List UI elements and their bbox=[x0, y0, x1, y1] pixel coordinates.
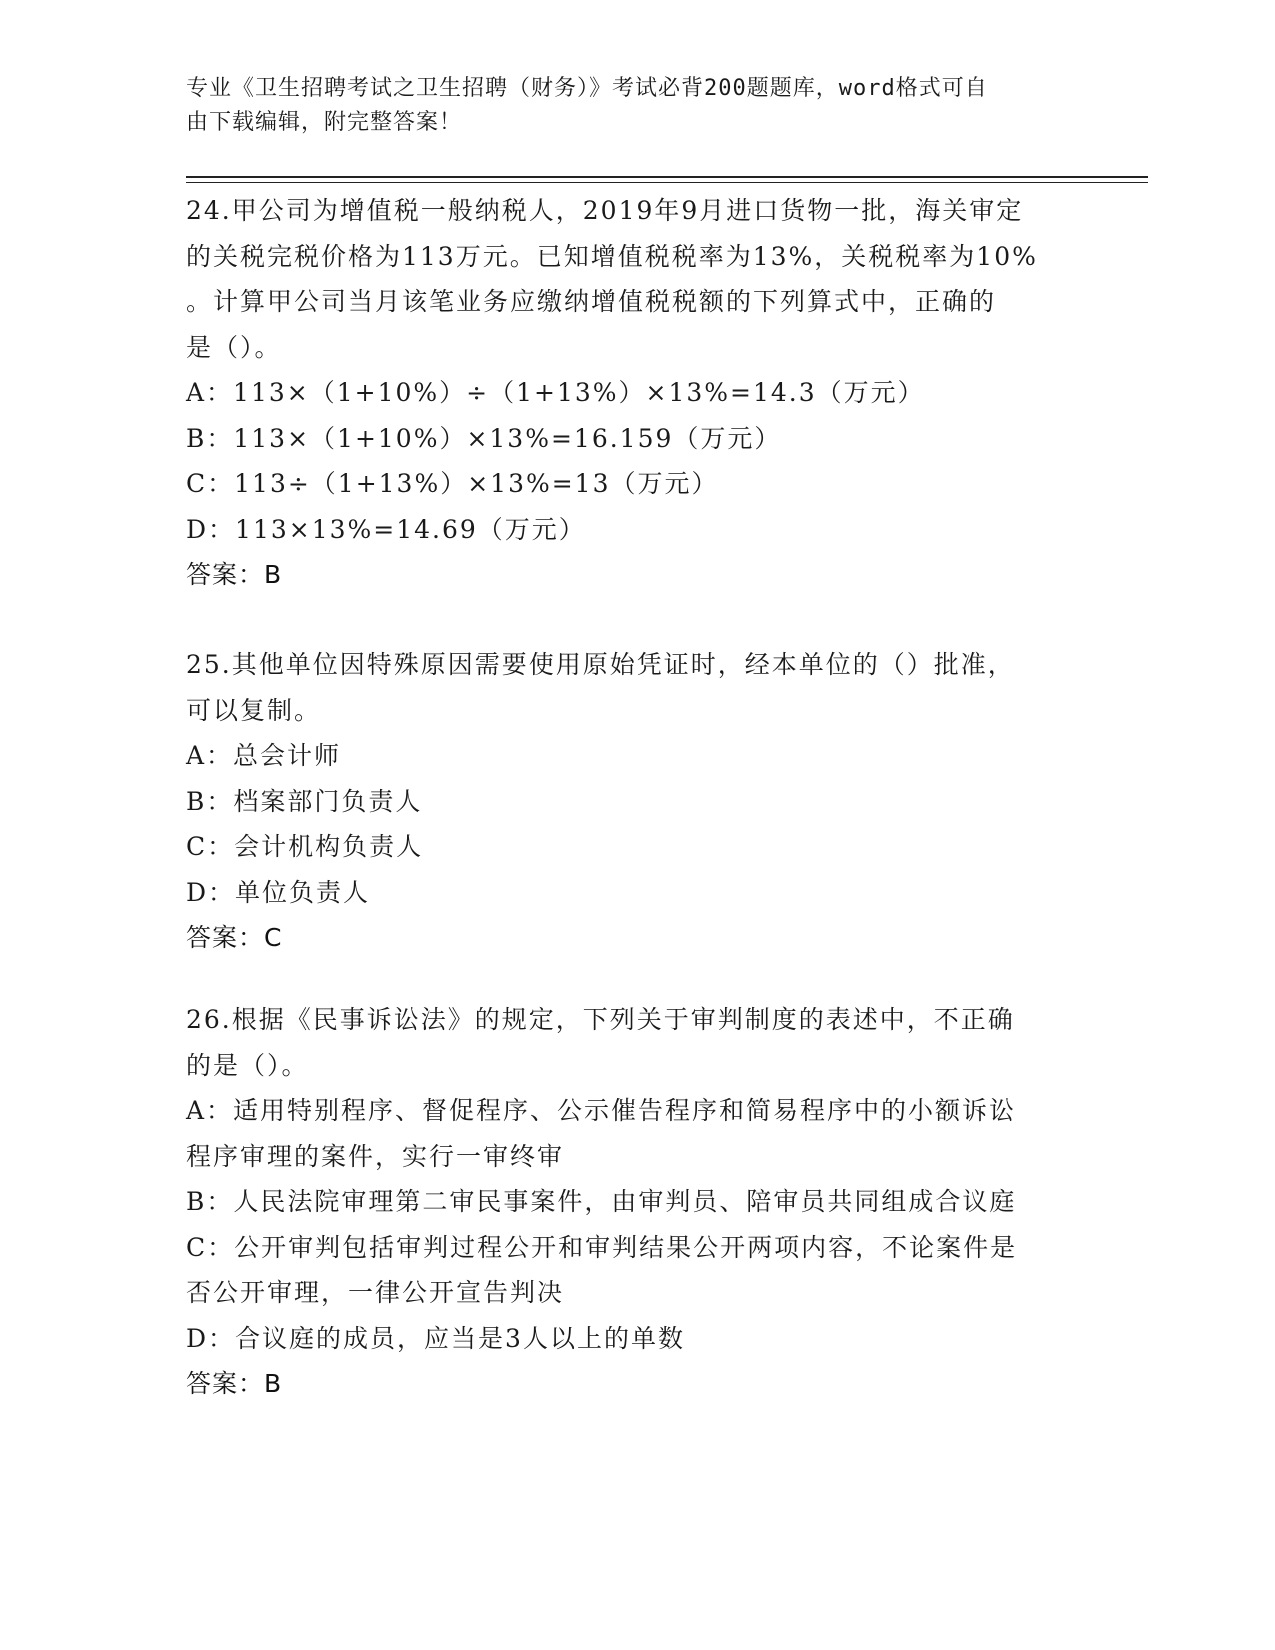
question-stem-line: 25.其他单位因特殊原因需要使用原始凭证时，经本单位的（）批准， bbox=[186, 650, 1015, 679]
question-stem-line: 。计算甲公司当月该笔业务应缴纳增值税税额的下列算式中，正确的 bbox=[186, 287, 997, 316]
option-d: D：合议庭的成员，应当是3人以上的单数 bbox=[186, 1323, 685, 1353]
header-divider bbox=[186, 176, 1148, 178]
question-24 bbox=[186, 188, 1086, 598]
option-a-continued: 程序审理的案件，实行一审终审 bbox=[186, 1141, 565, 1171]
header-line: 专业《卫生招聘考试之卫生招聘（财务）》考试必背200题题库，word格式可自 bbox=[186, 76, 988, 101]
question-stem-line: 24.甲公司为增值税一般纳税人，2019年9月进口货物一批，海关审定 bbox=[186, 196, 1024, 225]
answer-line: 答案：B bbox=[186, 560, 283, 589]
question-stem-line: 可以复制。 bbox=[186, 695, 322, 725]
document-header bbox=[186, 72, 1066, 140]
answer-line: 答案：B bbox=[186, 1369, 283, 1398]
question-stem-line: 的关税完税价格为113万元。已知增值税税率为13%，关税税率为10% bbox=[186, 241, 1038, 271]
option-b: B：人民法院审理第二审民事案件，由审判员、陪审员共同组成合议庭 bbox=[186, 1187, 1017, 1216]
option-c: C：113÷（1+13%）×13%=13（万元） bbox=[186, 469, 719, 498]
header-divider bbox=[186, 182, 1148, 183]
header-line: 由下载编辑，附完整答案！ bbox=[186, 110, 463, 135]
option-c: C：公开审判包括审判过程公开和审判结果公开两项内容，不论案件是 bbox=[186, 1232, 1018, 1262]
option-d: D：113×13%=14.69（万元） bbox=[186, 514, 586, 544]
answer-line: 答案：C bbox=[186, 923, 283, 952]
option-b: B：113×（1+10%）×13%=16.159（万元） bbox=[186, 423, 782, 453]
option-a: A：总会计师 bbox=[186, 741, 342, 770]
option-a: A：113×（1+10%）÷（1+13%）×13%=14.3（万元） bbox=[186, 378, 925, 407]
option-b: B：档案部门负责人 bbox=[186, 786, 423, 816]
question-stem-line: 的是（）。 bbox=[186, 1050, 309, 1080]
question-stem-line: 是（）。 bbox=[186, 332, 282, 362]
option-c: C：会计机构负责人 bbox=[186, 832, 424, 861]
option-c-continued: 否公开审理，一律公开宣告判决 bbox=[186, 1278, 565, 1307]
question-25 bbox=[186, 642, 1086, 961]
option-d: D：单位负责人 bbox=[186, 877, 371, 907]
question-26 bbox=[186, 997, 1086, 1407]
question-stem-line: 26.根据《民事诉讼法》的规定，下列关于审判制度的表述中，不正确 bbox=[186, 1005, 1015, 1034]
option-a: A：适用特别程序、督促程序、公示催告程序和简易程序中的小额诉讼 bbox=[186, 1096, 1017, 1125]
